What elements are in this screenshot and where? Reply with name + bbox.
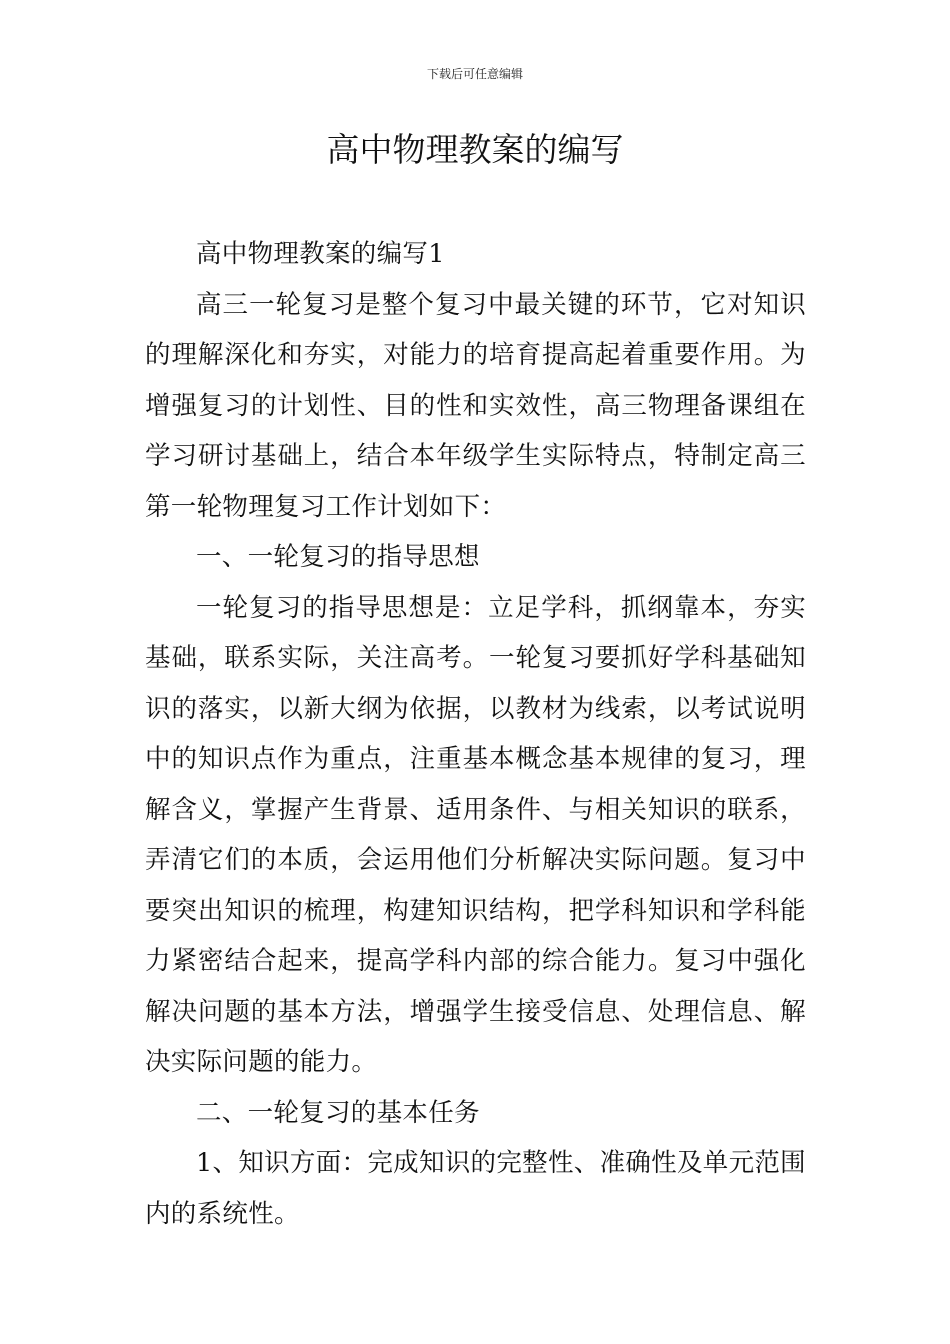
document-body bbox=[145, 229, 806, 1239]
body-paragraph: 高三一轮复习是整个复习中最关键的环节，它对知识的理解深化和夯实，对能力的培育提高起着重要作用。为增强复习的计划性、目的性和实效性，高三物理备课组在学习研讨基础上，结合本年级学生实际特点，特制定高三第一轮物理复习工作计划如下： bbox=[145, 289, 806, 522]
section-heading: 高中物理教案的编写1 bbox=[196, 239, 445, 269]
header-note: 下载后可任意编辑 bbox=[426, 67, 523, 81]
section-heading: 二、一轮复习的基本任务 bbox=[196, 1097, 480, 1128]
body-paragraph: 1、知识方面：完成知识的完整性、准确性及单元范围内的系统性。 bbox=[145, 1148, 806, 1229]
document-title: 高中物理教案的编写 bbox=[326, 130, 624, 169]
body-paragraph: 一轮复习的指导思想是：立足学科，抓纲靠本，夯实基础，联系实际，关注高考。一轮复习要抓好学科基础知识的落实，以新大纲为依据，以教材为线索，以考试说明中的知识点作为重点，注重基本概念基本规律的复习，理解含义，掌握产生背景、适用条件、与相关知识的联系，弄清它们的本质，会运用他们分析解决实际问题。复习中要突出知识的梳理，构建知识结构，把学科知识和学科能力紧密结合起来，提高学科内部的综合能力。复习中强化解决问题的基本方法，增强学生接受信息、处理信息、解决实际问题的能力。 bbox=[145, 592, 806, 1077]
section-heading: 一、一轮复习的指导思想 bbox=[196, 542, 480, 572]
